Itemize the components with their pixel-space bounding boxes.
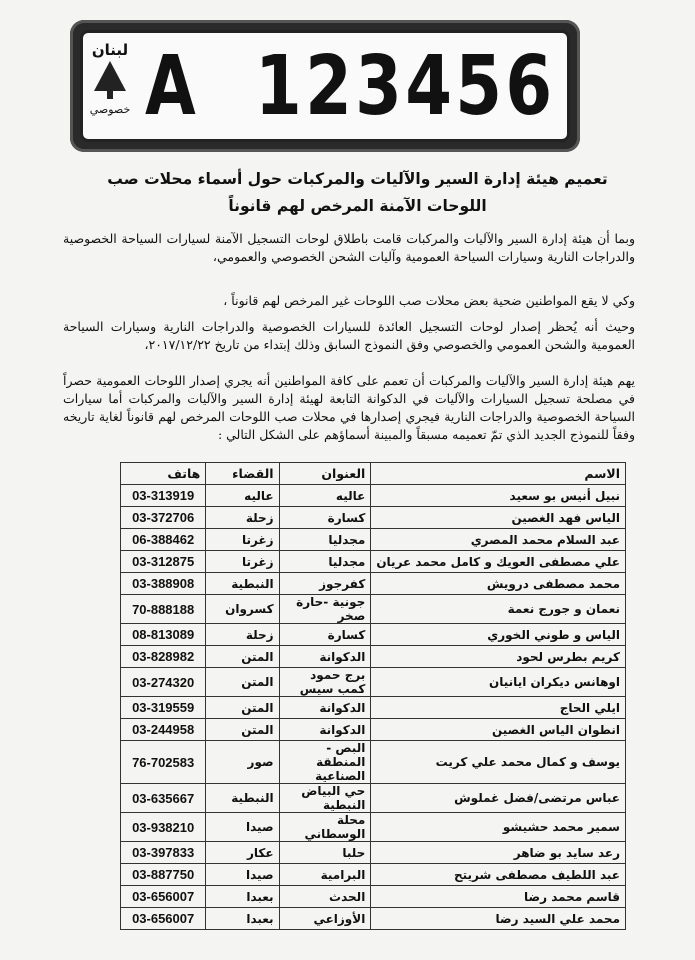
header-phone: هاتف: [121, 463, 206, 485]
cell-district: زغرتا: [206, 529, 279, 551]
cell-phone: 03-244958: [121, 719, 206, 741]
cell-name: قاسم محمد رضا: [371, 886, 626, 908]
cell-phone: 03-319559: [121, 697, 206, 719]
cell-name: علي مصطفى العويك و كامل محمد عريان: [371, 551, 626, 573]
cell-name: الياس فهد الغصين: [371, 507, 626, 529]
license-plate-photo: [70, 20, 580, 152]
table-row: [121, 864, 626, 886]
cell-district: المتن: [206, 697, 279, 719]
cell-address: حلبا: [279, 842, 371, 864]
cell-address: عاليه: [279, 485, 371, 507]
cell-phone: 70-888188: [121, 595, 206, 624]
cell-phone: 03-312875: [121, 551, 206, 573]
cell-district: صيدا: [206, 864, 279, 886]
cell-address: الدكوانة: [279, 719, 371, 741]
table-row: [121, 908, 626, 930]
cell-address: محلة الوسطاني: [279, 813, 371, 842]
cell-address: الأوزاعي: [279, 908, 371, 930]
table-row: [121, 741, 626, 784]
cell-name: ايلي الحاج: [371, 697, 626, 719]
document-title: تعميم هيئة إدارة السير والآليات والمركبات حول أسماء محلات صب اللوحات الآمنة المرخص لهم قانوناً: [107, 170, 608, 215]
table-header-row: [121, 463, 626, 485]
cell-phone: 03-938210: [121, 813, 206, 842]
cell-name: عبد اللطيف مصطفى شريتح: [371, 864, 626, 886]
table-row: [121, 697, 626, 719]
cell-address: كفرجوز: [279, 573, 371, 595]
plate-number: 123456: [255, 39, 556, 134]
cell-address: كسارة: [279, 507, 371, 529]
header-name: الاسم: [371, 463, 626, 485]
table-row: [121, 842, 626, 864]
header-address: العنوان: [279, 463, 371, 485]
cell-district: عاليه: [206, 485, 279, 507]
cell-phone: 03-313919: [121, 485, 206, 507]
cell-phone: 06-388462: [121, 529, 206, 551]
cell-address: البرامية: [279, 864, 371, 886]
cell-address: كسارة: [279, 624, 371, 646]
cell-district: بعبدا: [206, 908, 279, 930]
shops-table: [120, 462, 626, 930]
cell-address: مجدليا: [279, 551, 371, 573]
table-body: [121, 485, 626, 930]
cell-district: كسروان: [206, 595, 279, 624]
table-row: [121, 551, 626, 573]
table-row: [121, 485, 626, 507]
cell-district: صور: [206, 741, 279, 784]
cell-district: بعبدا: [206, 886, 279, 908]
license-plate: [80, 30, 570, 142]
cell-district: زحلة: [206, 507, 279, 529]
table-row: [121, 624, 626, 646]
plate-type-label: خصوصي: [89, 103, 131, 116]
plate-side-panel: [89, 39, 131, 133]
cedar-icon: [94, 61, 126, 91]
cell-name: يوسف و كمال محمد علي كريت: [371, 741, 626, 784]
cell-district: زغرتا: [206, 551, 279, 573]
table-row: [121, 719, 626, 741]
cell-district: المتن: [206, 719, 279, 741]
cell-phone: 03-635667: [121, 784, 206, 813]
cell-name: محمد مصطفى درويش: [371, 573, 626, 595]
table-row: [121, 529, 626, 551]
cell-address: الدكوانة: [279, 697, 371, 719]
cell-address: برج حمود كمب سيس: [279, 668, 371, 697]
cell-district: النبطية: [206, 784, 279, 813]
cell-address: جونية -حارة صخر: [279, 595, 371, 624]
cell-name: اوهانس ديكران ايانيان: [371, 668, 626, 697]
cell-name: رعد سايد بو ضاهر: [371, 842, 626, 864]
cell-name: محمد علي السيد رضا: [371, 908, 626, 930]
paragraph-3: وحيث أنه يُحظر إصدار لوحات التسجيل العائدة للسيارات الخصوصية والدراجات النارية وسيارات السياحة العمومية والشحن العمومي والخصوصي وفق النموذج السابق وذلك إبتداء من تاريخ ٢٠١٧/١٢/٢٢،: [63, 319, 635, 352]
cell-name: كريم بطرس لحود: [371, 646, 626, 668]
table-row: [121, 573, 626, 595]
cell-address: الدكوانة: [279, 646, 371, 668]
cell-address: مجدليا: [279, 529, 371, 551]
cell-address: حي البياض النبطية: [279, 784, 371, 813]
table-row: [121, 595, 626, 624]
cell-name: انطوان الياس الغصين: [371, 719, 626, 741]
cell-phone: 03-828982: [121, 646, 206, 668]
table-row: [121, 813, 626, 842]
plate-letter: A: [145, 39, 196, 134]
cell-phone: 03-656007: [121, 886, 206, 908]
header-district: القضاء: [206, 463, 279, 485]
paragraph-2: وكي لا يقع المواطنين ضحية بعض محلات صب اللوحات غير المرخص لهم قانوناً ،: [223, 293, 635, 308]
cedar-trunk-icon: [107, 91, 113, 99]
cell-district: المتن: [206, 646, 279, 668]
cell-address: الحدث: [279, 886, 371, 908]
table-row: [121, 646, 626, 668]
table-row: [121, 784, 626, 813]
cell-phone: 76-702583: [121, 741, 206, 784]
paragraph-4: يهم هيئة إدارة السير والآليات والمركبات أن تعمم على كافة المواطنين أنه يجري إصدار اللوحات العمومية حصراً في مصلحة تسجيل السيارات والآليات في الدكوانة التابعة لهيئة إدارة السير والآليات والمركبات أما سيارات السياحة الخصوصية والدراجات النارية فيجري إصدارها في محلات صب اللوحات المرخص لهم قانوناً لغاية تاريخه وفقاً للنموذج الجديد الذي تمّ تعميمه مسبقاً والمبينة أسماؤهم على الشكل التالي :: [63, 373, 635, 442]
cell-phone: 03-372706: [121, 507, 206, 529]
cell-name: نعمان و جورج نعمة: [371, 595, 626, 624]
cell-address: البص - المنطقة الصناعية: [279, 741, 371, 784]
cell-district: المتن: [206, 668, 279, 697]
table-row: [121, 886, 626, 908]
plate-country-label: لبنان: [91, 41, 129, 59]
cell-district: صيدا: [206, 813, 279, 842]
cell-name: سمير محمد حشيشو: [371, 813, 626, 842]
cell-district: زحلة: [206, 624, 279, 646]
cell-name: نبيل أنيس بو سعيد: [371, 485, 626, 507]
cell-phone: 08-813089: [121, 624, 206, 646]
cell-name: عبد السلام محمد المصري: [371, 529, 626, 551]
cell-phone: 03-656007: [121, 908, 206, 930]
cell-district: عكار: [206, 842, 279, 864]
cell-phone: 03-397833: [121, 842, 206, 864]
cell-district: النبطية: [206, 573, 279, 595]
cell-phone: 03-274320: [121, 668, 206, 697]
cell-phone: 03-388908: [121, 573, 206, 595]
table-row: [121, 507, 626, 529]
cell-phone: 03-887750: [121, 864, 206, 886]
table-row: [121, 668, 626, 697]
cell-name: الياس و طوني الخوري: [371, 624, 626, 646]
cell-name: عباس مرتضى/فضل غملوش: [371, 784, 626, 813]
paragraph-1: وبما أن هيئة إدارة السير والآليات والمركبات قامت باطلاق لوحات التسجيل الآمنة لسيارات السياحة الخصوصية والدراجات النارية وسيارات السياحة العمومية وآليات الشحن الخصوصي والعمومي،: [63, 231, 635, 264]
